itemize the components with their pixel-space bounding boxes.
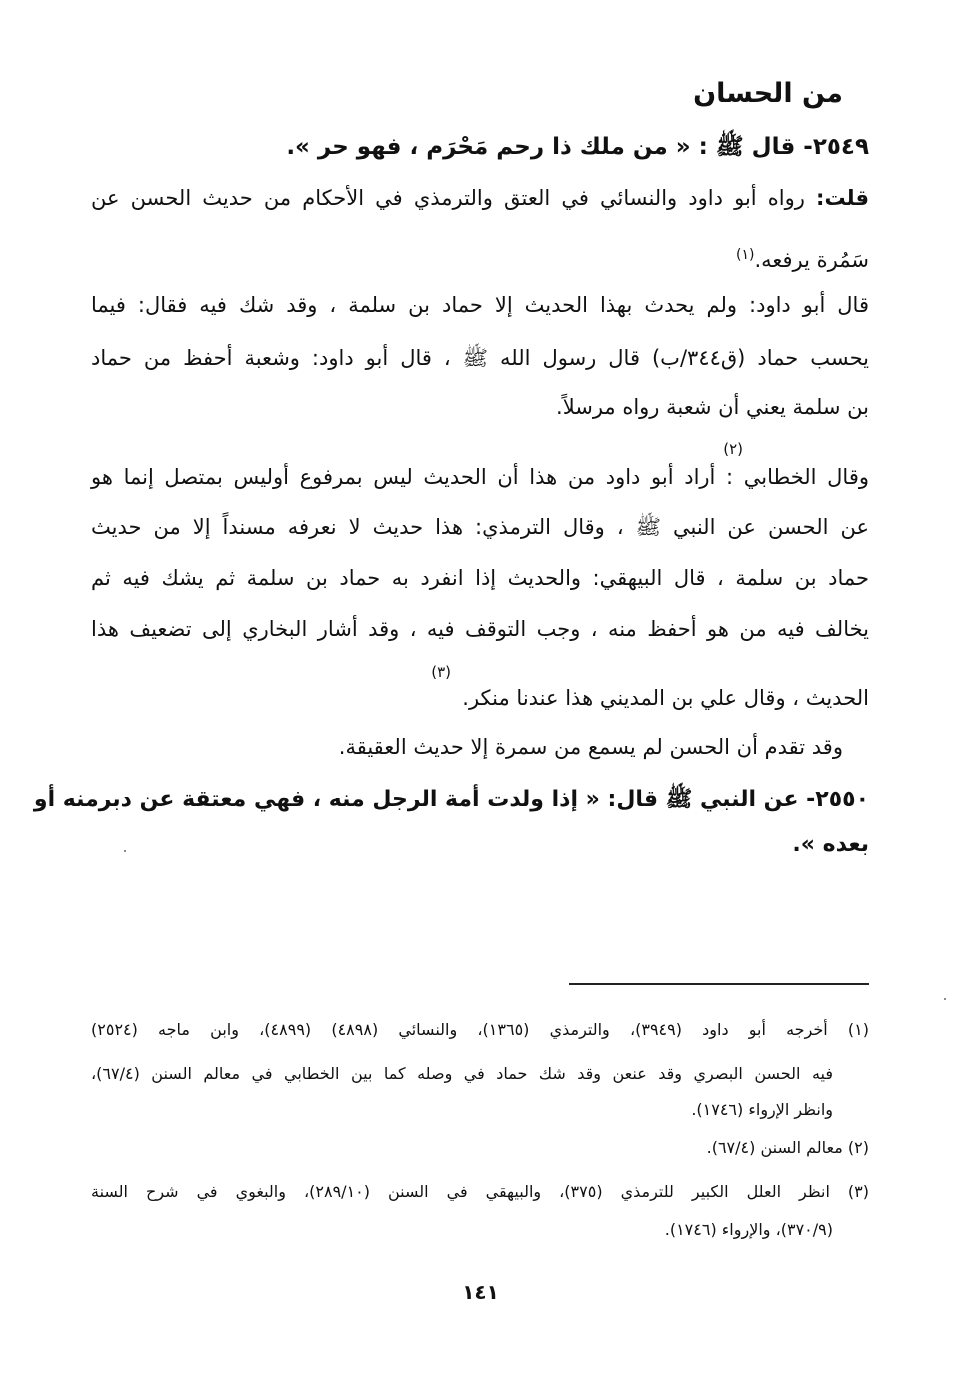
footnote-ref-1: (١)	[735, 247, 755, 263]
footnote-3-line-2: (٣٧٠/٩)، والإرواء (١٧٤٦).	[664, 1220, 833, 1239]
footnote-1-line-3: وانظر الإرواء (١٧٤٦).	[691, 1100, 833, 1119]
khattabi-line-2: عن الحسن عن النبي ﷺ ، وقال الترمذي: هذا حديث لا نعرفه مسنداً إلا من حديث	[91, 515, 869, 539]
page-number: ١٤١	[462, 1280, 499, 1304]
qultu-label: قلت:	[816, 186, 869, 210]
abu-dawud-line-3: بن سلمة يعني أن شعبة رواه مرسلاً.	[556, 395, 869, 419]
khattabi-line-1: وقال الخطابي : أراد أبو داود من هذا أن الحديث ليس بمرفوع أوليس بمتصل إنما هو	[91, 465, 869, 489]
samura-note: وقد تقدم أن الحسن لم يسمع من سمرة إلا حديث العقيقة.	[338, 735, 843, 759]
footnote-1-line-1: (١) أخرجه أبو داود (٣٩٤٩)، والترمذي (١٣٦٥)، والنسائي (٤٨٩٨) (٤٨٩٩)، وابن ماجه (٢٥٢٤)	[91, 1020, 869, 1039]
hadith-2549: ٢٥٤٩- قال ﷺ : « من ملك ذا رحم مَحْرَم ، فهو حر ».	[286, 134, 869, 160]
footnote-3-line-1: (٣) انظر العلل الكبير للترمذي (٣٧٥)، والبيهقي في السنن (٢٨٩/١٠)، والبغوي في شرح السنة	[91, 1182, 869, 1201]
section-heading: من الحسان	[693, 78, 843, 109]
khattabi-line-4: يخالف فيه من هو أحفظ منه ، وجب التوقف فيه ، وقد أشار البخاري إلى تضعيف هذا	[91, 617, 869, 641]
print-speck	[124, 850, 126, 852]
qultu-line-1	[91, 183, 869, 213]
hadith-2550-line-2: بعده ».	[792, 832, 869, 857]
hadith-2550-line-1: ٢٥٥٠- عن النبي ﷺ قال: « إذا ولدت أمة الرجل منه ، فهي معتقة عن دبرمنه أو	[33, 787, 869, 812]
qultu-line-2	[91, 240, 869, 275]
footnote-2: (٢) معالم السنن (٦٧/٤).	[706, 1138, 869, 1157]
footnote-ref-2: (٢)	[723, 440, 743, 458]
abu-dawud-line-1: قال أبو داود: ولم يحدث بهذا الحديث إلا حماد بن سلمة ، وقد شك فيه فقال: فيما	[91, 293, 869, 317]
footnote-separator	[569, 983, 869, 985]
footnote-ref-3: (٣)	[431, 663, 451, 681]
footnote-1-line-2: فيه الحسن البصري وقد عنعن وقد شك حماد في وصله كما بين الخطابي في معالم السنن (٦٧/٤)،	[91, 1064, 833, 1083]
print-speck	[944, 998, 946, 1000]
abu-dawud-line-2: يحسب حماد (ق٣٤٤/ب) قال رسول الله ﷺ ، قال أبو داود: وشعبة أحفظ من حماد	[91, 346, 869, 370]
qultu-text-2: سَمُرة يرفعه.	[754, 248, 869, 272]
qultu-text-1: رواه أبو داود والنسائي في العتق والترمذي في الأحكام من حديث الحسن عن	[91, 186, 805, 210]
khattabi-line-3: حماد بن سلمة ، قال البيهقي: والحديث إذا انفرد به حماد بن سلمة ثم يشك فيه ثم	[91, 566, 869, 590]
khattabi-line-5: الحديث ، وقال علي بن المديني هذا عندنا منكر.	[462, 686, 869, 710]
